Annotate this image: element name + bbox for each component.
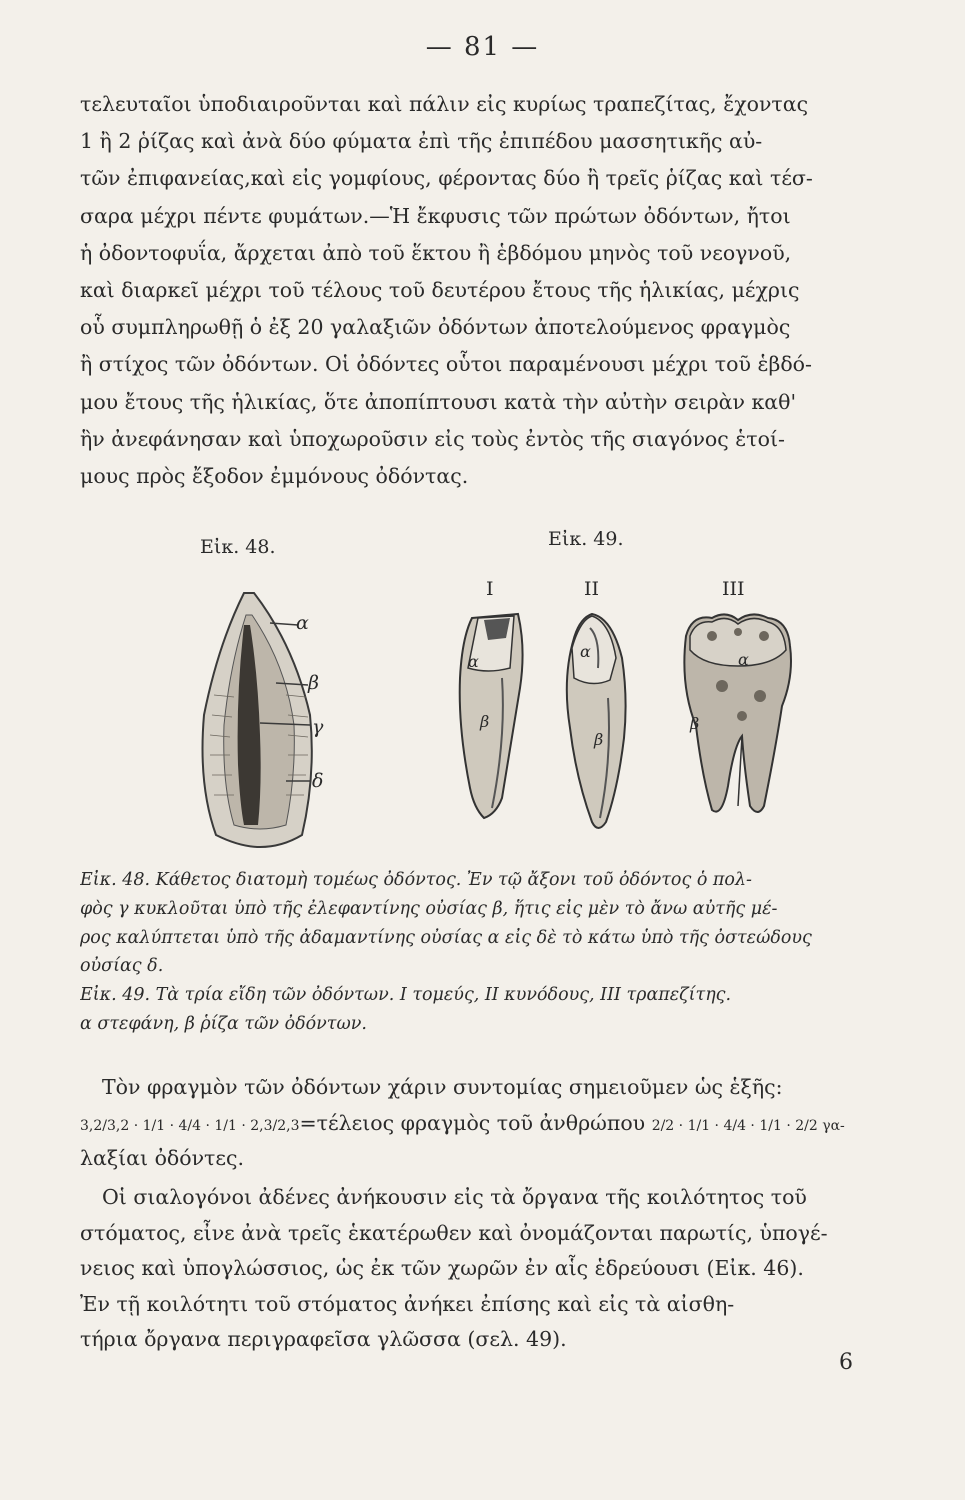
label-beta-iii: β bbox=[690, 714, 700, 733]
label-delta: δ bbox=[312, 770, 324, 792]
text-line: οὗ συμπληρωθῇ ὁ ἐξ 20 γαλαξιῶν ὀδόντων ἀποτελούμενος φραγμὸς bbox=[80, 315, 791, 340]
text-line: νειος καὶ ὑπογλώσσιος, ὡς ἐκ τῶν χωρῶν ἐν αἷς ἑδρεύουσι (Εἰκ. 46). bbox=[80, 1256, 804, 1280]
text-line: μους πρὸς ἔξοδον ἐμμόνους ὀδόντας. bbox=[80, 463, 469, 488]
text-line: ἣν ἀνεφάνησαν καὶ ὑποχωροῦσιν εἰς τοὺς ἐντὸς τῆς σιαγόνος ἑτοί- bbox=[80, 426, 785, 451]
formula-line bbox=[80, 1106, 880, 1142]
text-line: στόματος, εἶνε ἀνὰ τρεῖς ἑκατέρωθεν καὶ ὀνομάζονται παρωτίς, ὑπογέ- bbox=[80, 1220, 828, 1245]
caption-line: α στεφάνη, β ῥίζα τῶν ὀδόντων. bbox=[80, 1013, 367, 1034]
text-line: λαξίαι ὀδόντες. bbox=[80, 1146, 245, 1170]
text-line: Ἐν τῇ κοιλότητι τοῦ στόματος ἀνήκει ἐπίσης καὶ εἰς τὰ αἰσθη- bbox=[80, 1291, 735, 1316]
text-line: τήρια ὄργανα περιγραφεῖσα γλῶσσα (σελ. 49). bbox=[80, 1327, 567, 1351]
paragraph-1 bbox=[80, 86, 880, 495]
paragraph-2 bbox=[80, 1070, 880, 1177]
formula-mid: =τέλειος φραγμὸς τοῦ ἀνθρώπου bbox=[299, 1110, 646, 1135]
signature-mark: 6 bbox=[839, 1350, 853, 1375]
incisor-section-illustration bbox=[190, 585, 350, 855]
caption-line: Εἰκ. 49. Τὰ τρία εἴδη τῶν ὀδόντων. I τομεύς, II κυνόδους, III τραπεζίτης. bbox=[80, 985, 732, 1006]
formula-left: 3,2/3,2 · 1/1 · 4/4 · 1/1 · 2,3/2,3 bbox=[80, 1117, 300, 1134]
label-alpha: α bbox=[296, 612, 309, 634]
text-line: σαρα μέχρι πέντε φυμάτων.—Ἡ ἔκφυσις τῶν πρώτων ὀδόντων, ἤτοι bbox=[80, 203, 791, 228]
caption-line: φὸς γ κυκλοῦται ὑπὸ τῆς ἐλεφαντίνης οὐσίας β, ἥτις εἰς μὲν τὸ ἄνω αὐτῆς μέ- bbox=[80, 898, 778, 919]
text-line: μου ἔτους τῆς ἡλικίας, ὅτε ἀποπίπτουσι κατὰ τὴν αὐτὴν σειρὰν καθ' bbox=[80, 389, 797, 414]
text-line: Τὸν φραγμὸν τῶν ὀδόντων χάριν συντομίας σημειοῦμεν ὡς ἑξῆς: bbox=[102, 1075, 783, 1099]
page-number: — 81 — bbox=[425, 32, 540, 62]
fig49-label: Εἰκ. 49. bbox=[548, 528, 624, 550]
roman-label-3: III bbox=[722, 578, 745, 600]
caption-line: Εἰκ. 48. Κάθετος διατομὴ τομέως ὀδόντος. Ἐν τῷ ἄξονι τοῦ ὀδόντος ὁ πολ- bbox=[80, 870, 752, 890]
label-alpha-ii: α bbox=[580, 642, 591, 661]
caption-line: οὐσίας δ. bbox=[80, 956, 164, 977]
roman-label-2: II bbox=[584, 578, 600, 600]
formula-right: 2/2 · 1/1 · 4/4 · 1/1 · 2/2 γα- bbox=[651, 1117, 845, 1134]
text-line: ἢ στίχος τῶν ὀδόντων. Οἱ ὀδόντες οὗτοι παραμένουσι μέχρι τοῦ ἑβδό- bbox=[80, 352, 812, 377]
text-line: Οἱ σιαλογόνοι ἀδένες ἀνήκουσιν εἰς τὰ ὄργανα τῆς κοιλότητος τοῦ bbox=[102, 1185, 807, 1209]
label-beta-i: β bbox=[480, 712, 490, 731]
text-line: τῶν ἐπιφανείας,καὶ εἰς γομφίους, φέροντας δύο ἢ τρεῖς ῥίζας καὶ τέσ- bbox=[80, 166, 813, 191]
label-alpha-i: α bbox=[468, 652, 479, 671]
canine-illustration bbox=[552, 608, 642, 838]
label-beta-ii: β bbox=[594, 730, 604, 749]
text-line: ἡ ὀδοντοφυΐα, ἄρχεται ἀπὸ τοῦ ἕκτου ἢ ἑβδόμου μηνὸς τοῦ νεογνοῦ, bbox=[80, 240, 792, 265]
label-beta: β bbox=[308, 672, 319, 694]
fig48-label: Εἰκ. 48. bbox=[200, 536, 276, 558]
text-line: 1 ἢ 2 ῥίζας καὶ ἀνὰ δύο φύματα ἐπὶ τῆς ἐπιπέδου μασσητικῆς αὐ- bbox=[80, 129, 763, 154]
caption-line: ρος καλύπτεται ὑπὸ τῆς ἀδαμαντίνης οὐσίας α εἰς δὲ τὸ κάτω ὑπὸ τῆς ὀστεώδους bbox=[80, 927, 812, 948]
label-gamma: γ bbox=[312, 716, 324, 738]
incisor-illustration bbox=[448, 608, 538, 828]
paragraph-3 bbox=[80, 1180, 880, 1358]
text-line: τελευταῖοι ὑποδιαιροῦνται καὶ πάλιν εἰς κυρίως τραπεζίτας, ἔχοντας bbox=[80, 92, 809, 116]
roman-label-1: I bbox=[486, 578, 494, 600]
label-alpha-iii: α bbox=[738, 650, 749, 669]
text-line: καὶ διαρκεῖ μέχρι τοῦ τέλους τοῦ δευτέρου ἔτους τῆς ἡλικίας, μέχρις bbox=[80, 277, 800, 302]
figure-caption bbox=[80, 866, 870, 1039]
